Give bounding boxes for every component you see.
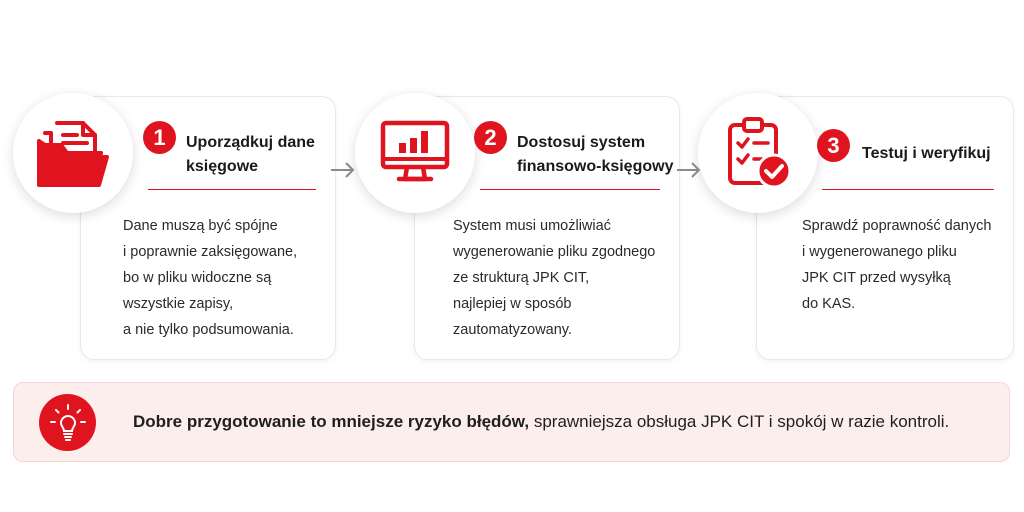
step-2-description: System musi umożliwiać wygenerowanie pliku zgodnego ze strukturą JPK CIT, najlepiej w sposób zautomatyzowany. [453,218,656,338]
step-1-description: Dane muszą być spójne i poprawnie zaksięgowane, bo w pliku widoczne są wszystkie zapisy, a nie tylko podsumowania. [123,218,298,338]
summary-regular-text: sprawniejsza obsługa JPK CIT i spokój w razie kontroli. [529,412,950,431]
arrow-right-icon [676,161,702,179]
step-3-title: Testuj i weryfikuj [862,145,991,162]
monitor-chart-icon [373,111,457,195]
summary-bold-text: Dobre przygotowanie to mniejsze ryzyko błędów, [133,412,530,431]
step-2-divider [480,189,660,190]
lightbulb-icon [48,403,88,443]
arrow-right-icon [330,161,356,179]
step-1-divider [148,189,316,190]
step-3-description: Sprawdź poprawność danych i wygenerowanego pliku JPK CIT przed wysyłką do KAS. [802,218,992,312]
step-2-number: 2 [474,121,507,154]
step-1-icon-circle [13,93,133,213]
step-1-number: 1 [143,121,176,154]
step-3-divider [822,189,994,190]
step-3-icon-circle [698,93,818,213]
folder-documents-icon [31,111,115,195]
lightbulb-icon-circle [39,394,96,451]
clipboard-check-icon [716,111,800,195]
step-2-title: Dostosuj system finansowo-księgowy [517,134,674,175]
step-3-number: 3 [817,129,850,162]
step-1-title: Uporządkuj dane księgowe [186,134,315,175]
summary-text [133,412,949,432]
step-2-icon-circle [355,93,475,213]
